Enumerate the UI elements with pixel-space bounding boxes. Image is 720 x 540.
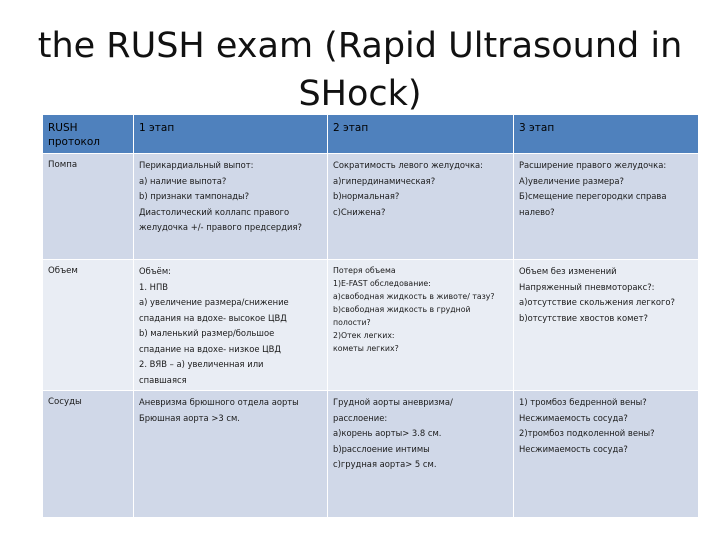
cell-stage-2 xyxy=(328,391,514,518)
cell-stage-1 xyxy=(134,154,328,260)
cell-text-line: полости? xyxy=(333,318,371,327)
table-row-pump xyxy=(43,154,699,260)
row-label: Помпа xyxy=(43,154,134,260)
cell-text-line: 2)Отек легких: xyxy=(333,331,395,340)
cell-stage-1 xyxy=(134,260,328,391)
cell-text-line: кометы легких? xyxy=(333,344,399,353)
title-line-1: the RUSH exam (Rapid Ultrasound in xyxy=(37,26,683,66)
cell-text-line: c)грудная аорта> 5 см. xyxy=(333,459,437,469)
cell-text-line: а)гипердинамичеcкая? xyxy=(333,175,436,186)
cell-text-line: Диастолический коллапс правого xyxy=(139,206,290,217)
cell-text-line: b)расслоение интимы xyxy=(333,443,430,454)
cell-text-line: спавшаяся xyxy=(139,374,187,385)
cell-text-line: желудочка +/- правого предсердия? xyxy=(139,222,302,232)
row-label: Объем xyxy=(43,260,134,391)
cell-text-line: а) наличие выпота? xyxy=(139,175,227,186)
header-cell-stage-3: 3 этап xyxy=(514,115,699,154)
cell-text-line: Б)смещение перегородки справа xyxy=(519,191,667,201)
header-cell-protocol: RUSH протокол xyxy=(43,115,134,154)
cell-text-line: b)нормальная? xyxy=(333,191,400,201)
cell-text-line: а)свободная жидкость в животе/ тазу? xyxy=(333,292,495,301)
cell-text-line: Объём: xyxy=(139,266,171,276)
cell-text-line: спадание на вдохе- низкое ЦВД xyxy=(139,343,281,354)
cell-text-line: b)отсутствие хвостов комет? xyxy=(519,312,648,323)
cell-text-line: а)отсутствие скольжения легкого? xyxy=(519,297,675,307)
cell-text-line: b)свободная жидкость в грудной xyxy=(333,305,471,314)
cell-stage-3 xyxy=(514,391,699,518)
cell-text-line: Объем без изменений xyxy=(519,266,617,276)
cell-text-line: Сократимость левого желудочка: xyxy=(333,160,483,170)
cell-stage-3 xyxy=(514,154,699,260)
cell-text-line: Напряженный пневмоторакс?: xyxy=(519,281,655,292)
cell-text-line: расслоение: xyxy=(333,412,388,423)
cell-text-line: Несжимаемость сосуда? xyxy=(519,412,628,423)
cell-text-line: c)Снижена? xyxy=(333,206,386,217)
cell-text-line: налево? xyxy=(519,206,555,217)
cell-text-line: b) маленький размер/большое xyxy=(139,328,275,338)
cell-stage-3 xyxy=(514,260,699,391)
title-line-2: SHock) xyxy=(298,74,422,114)
cell-text-line: Расширение правого желудочка: xyxy=(519,160,667,170)
cell-text-line: 1. НПВ xyxy=(139,281,168,292)
cell-stage-1 xyxy=(134,391,328,518)
cell-text-line: Брюшная аорта >3 см. xyxy=(139,412,240,423)
cell-text-line: а)корень аорты> 3.8 см. xyxy=(333,428,442,438)
cell-stage-2 xyxy=(328,154,514,260)
cell-text-line: Перикардиальный выпот: xyxy=(139,160,254,170)
cell-text-line: спадания на вдохе- высокое ЦВД xyxy=(139,312,287,323)
row-label: Сосуды xyxy=(43,391,134,518)
cell-text-line: 2. ВЯВ – а) увеличенная или xyxy=(139,359,264,369)
cell-text-line: 2)тромбоз подколенной вены? xyxy=(519,428,655,438)
cell-stage-2 xyxy=(328,260,514,391)
cell-text-line: 1)E-FAST обследование: xyxy=(333,279,431,288)
cell-text-line: b) признаки тампонады? xyxy=(139,191,250,201)
header-cell-stage-2: 2 этап xyxy=(328,115,514,154)
cell-text-line: Грудной аорты аневризма/ xyxy=(333,397,453,407)
cell-text-line: А)увеличение размера? xyxy=(519,175,624,186)
cell-text-line: Несжимаемость сосуда? xyxy=(519,443,628,454)
table-header-row xyxy=(43,115,699,154)
slide-title xyxy=(0,22,720,118)
header-cell-stage-1: 1 этап xyxy=(134,115,328,154)
cell-text-line: а) увеличение размера/снижение xyxy=(139,297,289,307)
cell-text-line: Потеря объема xyxy=(333,266,396,275)
table-row-vessels xyxy=(43,391,699,518)
rush-protocol-table xyxy=(42,114,699,518)
cell-text-line: 1) тромбоз бедренной вены? xyxy=(519,397,647,407)
table-row-volume xyxy=(43,260,699,391)
cell-text-line: Аневризма брюшного отдела аорты xyxy=(139,397,299,407)
